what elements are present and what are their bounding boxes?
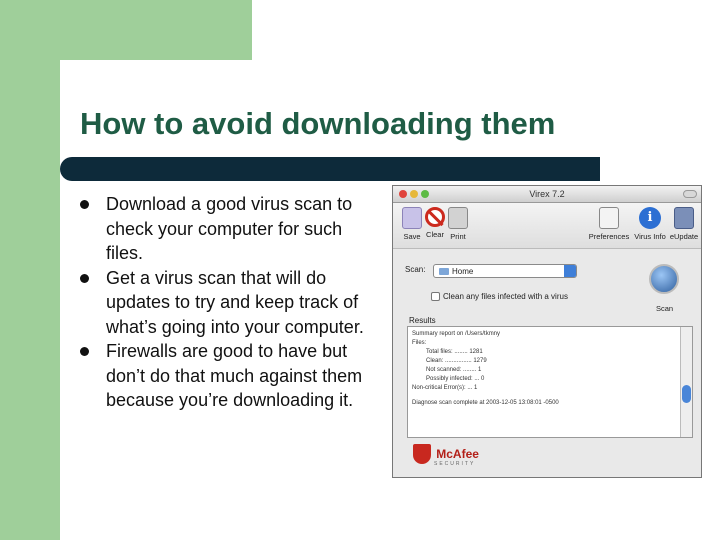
result-line: Summary report on /Users/tkmny xyxy=(412,331,501,337)
chevron-down-icon xyxy=(564,265,576,277)
mcafee-logo xyxy=(413,444,479,466)
update-icon xyxy=(674,207,694,229)
results-scrollbar[interactable] xyxy=(680,327,692,437)
scan-button[interactable] xyxy=(649,264,679,294)
virex-window-screenshot xyxy=(392,185,702,478)
mcafee-brand: McAfee xyxy=(436,447,479,461)
bullet-text: Get a virus scan that will do updates to try and keep track of what’s going into your computer. xyxy=(106,267,364,337)
virus-info-button[interactable] xyxy=(631,207,669,241)
clean-infected-checkbox[interactable] xyxy=(431,292,440,301)
bullet-text: Firewalls are good to have but don’t do that much against them because you’re downloading it. xyxy=(106,341,363,410)
bullet-text: Download a good virus scan to check your computer for such files. xyxy=(106,194,353,263)
print-label: Print xyxy=(450,232,466,241)
result-line: Possibly infected: ... 0 xyxy=(426,376,485,382)
result-line: Not scanned: ........ 1 xyxy=(426,367,482,373)
eupdate-label: eUpdate xyxy=(669,232,699,241)
result-line: Files: xyxy=(412,340,427,346)
result-line: Total files: ........ 1281 xyxy=(426,349,483,355)
result-line: Diagnose scan complete at 2003-12-05 13:08:01 -0500 xyxy=(412,400,559,406)
bullet-item xyxy=(80,339,380,413)
result-line: Clean: ................ 1279 xyxy=(426,358,487,364)
info-icon: i xyxy=(639,207,661,229)
preferences-icon xyxy=(599,207,619,229)
scrollbar-thumb[interactable] xyxy=(682,385,691,403)
bullet-item xyxy=(80,266,380,340)
clear-label: Clear xyxy=(426,230,444,239)
window-toolbar xyxy=(393,203,701,249)
mcafee-shield-icon xyxy=(413,444,431,464)
bullet-dot xyxy=(80,200,89,209)
window-title: Virex 7.2 xyxy=(529,189,565,199)
eupdate-button[interactable] xyxy=(667,207,701,241)
bullet-list xyxy=(80,192,380,413)
results-label: Results xyxy=(409,316,436,325)
scan-target-value: Home xyxy=(452,267,474,276)
slide-title: How to avoid downloading them xyxy=(80,106,556,141)
toolbar-toggle-button[interactable] xyxy=(683,190,697,198)
virus-info-label: Virus Info xyxy=(634,232,666,241)
printer-icon xyxy=(448,207,468,229)
print-button[interactable] xyxy=(441,207,475,241)
results-panel xyxy=(407,326,693,438)
preferences-label: Preferences xyxy=(588,232,630,241)
title-underline-bar xyxy=(60,157,600,181)
bullet-item xyxy=(80,192,380,266)
scan-button-label: Scan xyxy=(656,304,674,313)
save-label: Save xyxy=(403,232,421,241)
green-left-band xyxy=(0,0,60,540)
home-folder-icon xyxy=(439,268,449,275)
scan-label: Scan: xyxy=(405,265,426,274)
clean-infected-label: Clean any files infected with a virus xyxy=(443,292,568,301)
window-titlebar xyxy=(393,186,701,203)
preferences-button[interactable] xyxy=(587,207,631,241)
bullet-dot xyxy=(80,347,89,356)
mcafee-brand-sub: SECURITY xyxy=(434,461,476,467)
result-line: Non-critical Error(s): ... 1 xyxy=(412,385,478,391)
scan-target-select[interactable] xyxy=(433,264,577,278)
bullet-dot xyxy=(80,274,89,283)
